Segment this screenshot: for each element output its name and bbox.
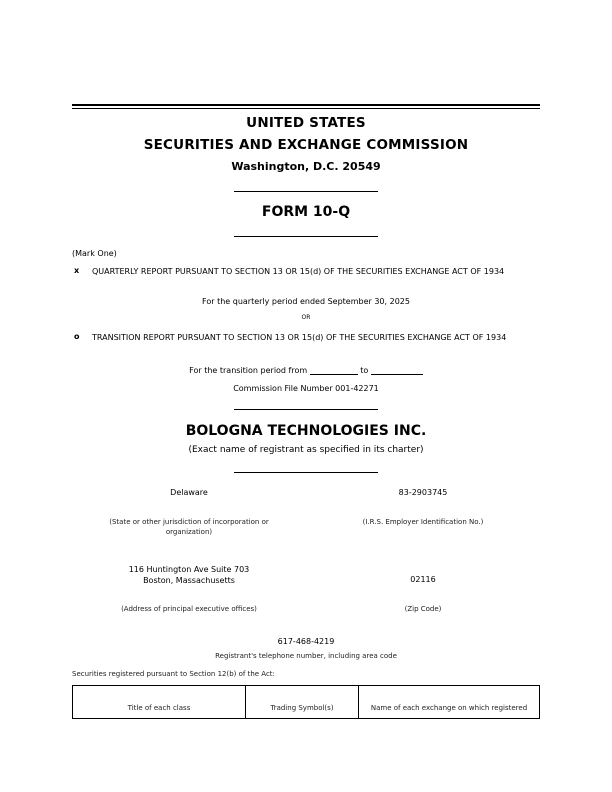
transition-check-mark: o	[74, 332, 80, 341]
section-12b-intro: Securities registered pursuant to Section 12(b) of the Act:	[72, 670, 275, 678]
transition-from-blank	[310, 374, 358, 375]
address-caption: (Address of principal executive offices)	[121, 605, 257, 613]
registrant-name-caption: (Exact name of registrant as specified in its charter)	[188, 445, 424, 455]
quarterly-report-text: QUARTERLY REPORT PURSUANT TO SECTION 13 OR 15(d) OF THE SECURITIES EXCHANGE ACT OF 1934	[92, 267, 505, 276]
title-of-class-header: Title of each class	[73, 686, 246, 719]
quarterly-check-mark: x	[74, 266, 80, 275]
phone-value: 617-468-4219	[277, 637, 335, 646]
trading-symbol-header: Trading Symbol(s)	[246, 686, 359, 719]
transition-period-to: to	[360, 366, 369, 375]
address-line2: Boston, Massachusetts	[143, 576, 235, 585]
transition-period-line	[72, 366, 540, 375]
period-text: For the quarterly period ended September 30, 2025	[202, 297, 410, 306]
agency-heading: UNITED STATES	[246, 115, 366, 131]
top-rule-thick	[72, 104, 540, 106]
or-text: OR	[301, 314, 311, 321]
divider	[234, 236, 378, 237]
commission-heading: SECURITIES AND EXCHANGE COMMISSION	[143, 137, 469, 153]
transition-to-blank	[371, 374, 423, 375]
state-caption: (State or other jurisdiction of incorporation or organization)	[109, 518, 269, 536]
ein-value: 83-2903745	[398, 488, 448, 497]
mark-one-label: (Mark One)	[72, 249, 117, 258]
phone-caption: Registrant's telephone number, including area code	[215, 652, 397, 660]
table-header-row	[73, 686, 540, 719]
zip-caption: (Zip Code)	[404, 605, 442, 613]
top-rule-thin	[72, 108, 540, 109]
form-title: FORM 10-Q	[261, 204, 351, 220]
transition-report-text: TRANSITION REPORT PURSUANT TO SECTION 13 OR 15(d) OF THE SECURITIES EXCHANGE ACT OF 1934	[92, 333, 507, 342]
address-block	[72, 564, 306, 586]
divider	[234, 472, 378, 473]
divider	[234, 409, 378, 410]
state-value: Delaware	[170, 488, 208, 497]
location-heading: Washington, D.C. 20549	[231, 160, 381, 173]
registrant-name: BOLOGNA TECHNOLOGIES INC.	[185, 423, 427, 439]
divider	[234, 191, 378, 192]
transition-period-prefix: For the transition period from	[189, 366, 308, 375]
zip-value: 02116	[410, 575, 436, 584]
exchange-name-header: Name of each exchange on which registered	[359, 686, 540, 719]
registered-securities-table	[72, 685, 540, 719]
commission-file-number: Commission File Number 001-42271	[233, 384, 379, 393]
ein-caption: (I.R.S. Employer Identification No.)	[362, 518, 484, 526]
address-line1: 116 Huntington Ave Suite 703	[128, 565, 250, 574]
